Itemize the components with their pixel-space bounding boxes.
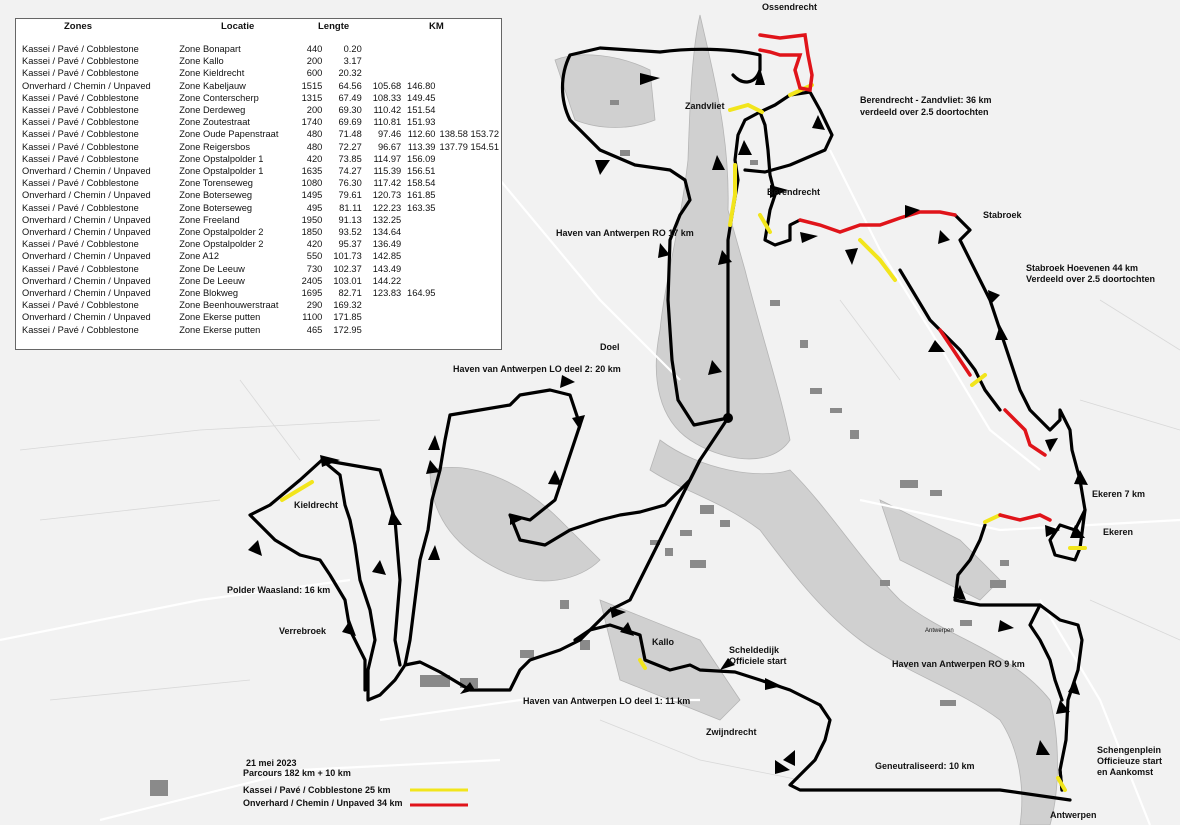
cell-k1: 3.17: [343, 56, 362, 67]
cell-loc: Zone Opstalpolder 2: [179, 239, 264, 250]
cell-loc: Zone Bonapart: [179, 44, 241, 54]
cell-loc: Zone Oude Papenstraat: [179, 129, 279, 140]
cell-k3: [403, 250, 437, 262]
cell-k3: [403, 299, 437, 311]
cell-k2: 142.85: [372, 251, 402, 262]
cell-k1: 103.01: [333, 275, 362, 286]
cell-k2: 105.68: [372, 80, 402, 91]
cell-k4: [437, 214, 501, 226]
cell-zone: Kassei / Pavé / Cobblestone: [22, 202, 139, 213]
table-row: [20, 165, 501, 177]
cell-len: 480: [306, 141, 323, 152]
cell-len: 1100: [302, 312, 323, 323]
table-row: [20, 43, 501, 55]
cell-k2: 108.33: [372, 92, 402, 103]
cell-zone: Kassei / Pavé / Cobblestone: [22, 56, 139, 67]
cell-zone: Kassei / Pavé / Cobblestone: [22, 263, 139, 274]
cell-loc: Zone Opstalpolder 2: [179, 227, 264, 238]
cell-k4: [437, 43, 501, 55]
cell-zone: Onverhard / Chemin / Unpaved: [22, 288, 151, 299]
cell-k3: 112.60: [407, 129, 436, 140]
header-zones: Zones: [64, 21, 92, 32]
cell-len: 420: [306, 153, 323, 164]
cell-zone: Kassei / Pavé / Cobblestone: [22, 300, 139, 311]
cell-k3: [403, 67, 437, 79]
label-berendrecht: Berendrecht: [767, 187, 821, 197]
cell-k3: [403, 324, 437, 336]
cell-len: 2405: [301, 275, 323, 286]
table-row: [20, 67, 501, 79]
label-scheldedijk-1: Scheldedijk: [729, 645, 780, 655]
cell-k1: 79.61: [338, 190, 362, 201]
cell-zone: Onverhard / Chemin / Unpaved: [22, 312, 151, 323]
cell-k1: 91.13: [338, 214, 362, 225]
cell-k4: [437, 153, 501, 165]
cell-k4: [437, 92, 501, 104]
cell-loc: Zone Reigersbos: [179, 141, 250, 152]
cell-len: 290: [306, 300, 323, 311]
table-row: [20, 299, 501, 311]
cell-loc: Zone Torenseweg: [179, 178, 253, 189]
cell-len: 600: [306, 68, 323, 79]
cell-k4: [437, 104, 501, 116]
table-row: [20, 275, 501, 287]
cell-zone: Onverhard / Chemin / Unpaved: [22, 214, 151, 225]
cell-k4: [437, 177, 501, 189]
cell-len: 550: [306, 251, 323, 262]
cell-k3: 163.35: [407, 202, 436, 213]
cell-len: 1740: [301, 117, 323, 128]
cell-zone: Onverhard / Chemin / Unpaved: [22, 275, 151, 286]
table-row: [20, 80, 501, 92]
cell-loc: Zone Kallo: [179, 56, 224, 67]
cell-k2: [364, 299, 403, 311]
label-berendrecht-zandvliet-2: verdeeld over 2.5 doortochten: [860, 107, 989, 117]
cell-k2: 97.46: [377, 129, 402, 140]
table-row: [20, 214, 501, 226]
cell-k2: [364, 67, 403, 79]
zones-table: [20, 43, 501, 336]
cell-loc: Zone A12: [179, 251, 219, 262]
cell-k2: 117.42: [373, 178, 402, 189]
label-antwerpen-small: Antwerpen: [925, 628, 954, 634]
label-polder-waasland: Polder Waasland: 16 km: [227, 585, 331, 595]
cell-loc: Zone Ekerse putten: [179, 312, 261, 323]
cell-len: 1080: [301, 178, 323, 189]
cell-k1: 74.27: [338, 166, 362, 177]
cell-k1: 20.32: [338, 68, 362, 79]
cell-len: 465: [306, 324, 323, 335]
label-ekeren-7km: Ekeren 7 km: [1092, 489, 1146, 499]
cell-k2: 122.23: [372, 202, 402, 213]
table-row: [20, 189, 501, 201]
cell-k1: 169.32: [333, 300, 362, 311]
label-stabroek: Stabroek: [983, 210, 1022, 220]
cell-k1: 171.85: [333, 312, 362, 323]
label-doel: Doel: [600, 342, 620, 352]
cell-k2: 143.49: [372, 263, 402, 274]
cell-len: 1315: [301, 92, 323, 103]
label-schengenplein-2: Officieuze start: [1097, 756, 1163, 766]
cell-k4: [437, 55, 501, 67]
label-ekeren: Ekeren: [1103, 527, 1134, 537]
cell-len: 1950: [301, 214, 323, 225]
cell-k3: 156.51: [407, 166, 436, 177]
cell-loc: Zone Conterscherp: [179, 92, 259, 103]
cell-k4: [437, 165, 501, 177]
label-haven-lo1: Haven van Antwerpen LO deel 1: 11 km: [523, 696, 691, 706]
cell-len: 1850: [301, 227, 323, 238]
cell-len: 730: [306, 263, 323, 274]
legend-date: 21 mei 2023: [246, 758, 297, 768]
cell-loc: Zone Kieldrecht: [179, 68, 245, 79]
cell-loc: Zone Boterseweg: [179, 202, 253, 213]
table-row: [20, 55, 501, 67]
label-stabroek-hoevenen-2: Verdeeld over 2.5 doortochten: [1026, 274, 1156, 284]
cell-k3: [403, 263, 437, 275]
cell-k1: 73.85: [338, 153, 362, 164]
table-row: [20, 153, 501, 165]
cell-loc: Zone Zoutestraat: [179, 117, 250, 128]
cell-k3: 164.95: [407, 288, 436, 299]
cell-len: 200: [306, 105, 323, 116]
cell-loc: Zone Opstalpolder 1: [179, 153, 264, 164]
cell-k3: 161.85: [407, 190, 436, 201]
table-row: [20, 324, 501, 336]
cell-k4: [437, 324, 501, 336]
cell-loc: Zone Ekerse putten: [179, 324, 261, 335]
label-kieldrecht: Kieldrecht: [294, 500, 339, 510]
cell-k3: 146.80: [407, 80, 436, 91]
cell-loc: Zone Boterseweg: [179, 190, 253, 201]
cell-zone: Onverhard / Chemin / Unpaved: [22, 166, 151, 177]
label-geneutraliseerd: Geneutraliseerd: 10 km: [875, 761, 975, 771]
table-row: [20, 177, 501, 189]
table-row: [20, 202, 501, 214]
cell-k3: [403, 238, 437, 250]
cell-zone: Kassei / Pavé / Cobblestone: [22, 105, 139, 116]
table-row: [20, 311, 501, 323]
cell-zone: Kassei / Pavé / Cobblestone: [22, 239, 139, 250]
cell-k2: 115.39: [373, 166, 402, 177]
cell-len: 440: [306, 44, 323, 54]
zones-table-panel: [15, 18, 502, 350]
cell-len: 200: [306, 56, 323, 67]
cell-loc: Zone Derdeweg: [179, 105, 246, 116]
cell-zone: Onverhard / Chemin / Unpaved: [22, 227, 151, 238]
label-haven-lo2: Haven van Antwerpen LO deel 2: 20 km: [453, 364, 621, 374]
label-scheldedijk-2: Officiele start: [729, 656, 787, 666]
cell-len: 1695: [301, 288, 323, 299]
cell-k1: 67.49: [338, 92, 362, 103]
cell-loc: Zone De Leeuw: [179, 263, 245, 274]
cell-k3: 149.45: [407, 92, 436, 103]
cell-loc: Zone De Leeuw: [179, 275, 245, 286]
cell-k4: 138.58 153.72: [439, 129, 499, 140]
cell-len: 420: [306, 239, 323, 250]
cell-len: 1495: [301, 190, 323, 201]
cell-zone: Kassei / Pavé / Cobblestone: [22, 324, 139, 335]
table-row: [20, 238, 501, 250]
cell-k2: 110.81: [373, 117, 402, 128]
cell-k2: 134.64: [372, 227, 402, 238]
cell-k1: 0.20: [343, 44, 362, 54]
cell-k1: 69.30: [338, 105, 362, 116]
route-junction: [723, 413, 733, 423]
cell-k1: 81.11: [339, 202, 362, 213]
cell-k4: [437, 226, 501, 238]
cell-k3: 151.54: [407, 105, 436, 116]
cell-k4: [437, 250, 501, 262]
table-row: [20, 250, 501, 262]
cell-k4: [437, 67, 501, 79]
cell-k3: [403, 275, 437, 287]
cell-zone: Kassei / Pavé / Cobblestone: [22, 153, 139, 164]
table-row: [20, 104, 501, 116]
header-lengte: Lengte: [318, 21, 350, 32]
table-row: [20, 263, 501, 275]
legend: [243, 757, 403, 810]
legend-unpaved: Onverhard / Chemin / Unpaved 34 km: [243, 798, 403, 808]
cell-k2: 120.73: [372, 190, 402, 201]
cell-k2: 110.42: [373, 105, 402, 116]
cell-k4: [437, 263, 501, 275]
cell-zone: Kassei / Pavé / Cobblestone: [22, 141, 139, 152]
cell-k3: [403, 43, 437, 55]
cell-len: 480: [306, 129, 323, 140]
cell-k4: [437, 287, 501, 299]
cell-k3: 156.09: [407, 153, 436, 164]
cell-zone: Onverhard / Chemin / Unpaved: [22, 251, 151, 262]
label-berendrecht-zandvliet-1: Berendrecht - Zandvliet: 36 km: [860, 95, 992, 105]
cell-k3: 113.39: [407, 141, 436, 152]
cell-k1: 93.52: [338, 227, 362, 238]
table-row: [20, 226, 501, 238]
label-verrebroek: Verrebroek: [279, 626, 327, 636]
cell-k3: 151.93: [407, 117, 436, 128]
label-zwijndrecht: Zwijndrecht: [706, 727, 757, 737]
cell-k1: 101.73: [333, 251, 362, 262]
cell-zone: Onverhard / Chemin / Unpaved: [22, 190, 151, 201]
cell-k1: 82.71: [338, 288, 362, 299]
cell-k2: 136.49: [372, 239, 402, 250]
cell-k1: 64.56: [338, 80, 362, 91]
cell-k2: 144.22: [372, 275, 402, 286]
cell-k3: [403, 55, 437, 67]
label-haven-ro9: Haven van Antwerpen RO 9 km: [892, 659, 1025, 669]
cell-loc: Zone Blokweg: [179, 288, 239, 299]
label-ossendrecht: Ossendrecht: [762, 2, 818, 12]
table-row: [20, 128, 501, 140]
cell-k4: [437, 238, 501, 250]
cell-k1: 172.95: [333, 324, 362, 335]
label-haven-ro17: Haven van Antwerpen RO 17 km: [556, 228, 694, 238]
table-row: [20, 92, 501, 104]
cell-loc: Zone Kabeljauw: [179, 80, 246, 91]
cell-k1: 95.37: [338, 239, 362, 250]
cell-k3: 158.54: [407, 178, 436, 189]
cell-k4: [437, 311, 501, 323]
cell-k2: [364, 324, 403, 336]
cell-zone: Kassei / Pavé / Cobblestone: [22, 178, 139, 189]
cell-zone: Onverhard / Chemin / Unpaved: [22, 80, 151, 91]
cell-k4: [437, 116, 501, 128]
table-row: [20, 287, 501, 299]
cell-zone: Kassei / Pavé / Cobblestone: [22, 44, 139, 54]
header-km: KM: [429, 21, 444, 32]
cell-zone: Kassei / Pavé / Cobblestone: [22, 68, 139, 79]
header-locatie: Locatie: [221, 21, 255, 32]
cell-k1: 72.27: [338, 141, 362, 152]
cell-k2: [364, 55, 403, 67]
label-kallo: Kallo: [652, 637, 675, 647]
cell-k3: [403, 214, 437, 226]
cell-k1: 102.37: [333, 263, 362, 274]
cell-k2: 114.97: [373, 153, 402, 164]
cell-len: 1515: [301, 80, 323, 91]
cell-len: 495: [306, 202, 323, 213]
label-schengenplein-3: en Aankomst: [1097, 767, 1154, 777]
cell-k3: [403, 226, 437, 238]
cell-loc: Zone Opstalpolder 1: [179, 166, 264, 177]
cell-k4: [437, 299, 501, 311]
legend-cobble: Kassei / Pavé / Cobblestone 25 km: [243, 785, 391, 795]
label-zandvliet: Zandvliet: [685, 101, 725, 111]
cell-zone: Kassei / Pavé / Cobblestone: [22, 129, 139, 140]
cell-k4: [437, 80, 501, 92]
table-row: [20, 116, 501, 128]
cell-k2: [364, 311, 403, 323]
cell-k4: [437, 275, 501, 287]
cell-k2: [364, 43, 403, 55]
cell-k2: 123.83: [372, 288, 402, 299]
cell-len: 1635: [301, 166, 323, 177]
cell-zone: Kassei / Pavé / Cobblestone: [22, 92, 139, 103]
cell-loc: Zone Freeland: [179, 214, 240, 225]
cell-k4: 137.79 154.51: [439, 141, 499, 152]
cell-k2: 96.67: [377, 141, 402, 152]
cell-k2: 132.25: [372, 214, 402, 225]
cell-k1: 69.69: [338, 117, 362, 128]
cell-zone: Kassei / Pavé / Cobblestone: [22, 117, 139, 128]
cell-k3: [403, 311, 437, 323]
legend-parcours: Parcours 182 km + 10 km: [243, 768, 351, 778]
table-row: [20, 141, 501, 153]
label-schengenplein-1: Schengenplein: [1097, 745, 1162, 755]
cell-k4: [437, 189, 501, 201]
cell-k4: [437, 202, 501, 214]
cell-k1: 71.48: [338, 129, 362, 140]
cell-k1: 76.30: [338, 178, 362, 189]
label-stabroek-hoevenen-1: Stabroek Hoevenen 44 km: [1026, 263, 1139, 273]
cell-loc: Zone Beenhouwerstraat: [179, 300, 279, 311]
label-antwerpen: Antwerpen: [1050, 810, 1097, 820]
